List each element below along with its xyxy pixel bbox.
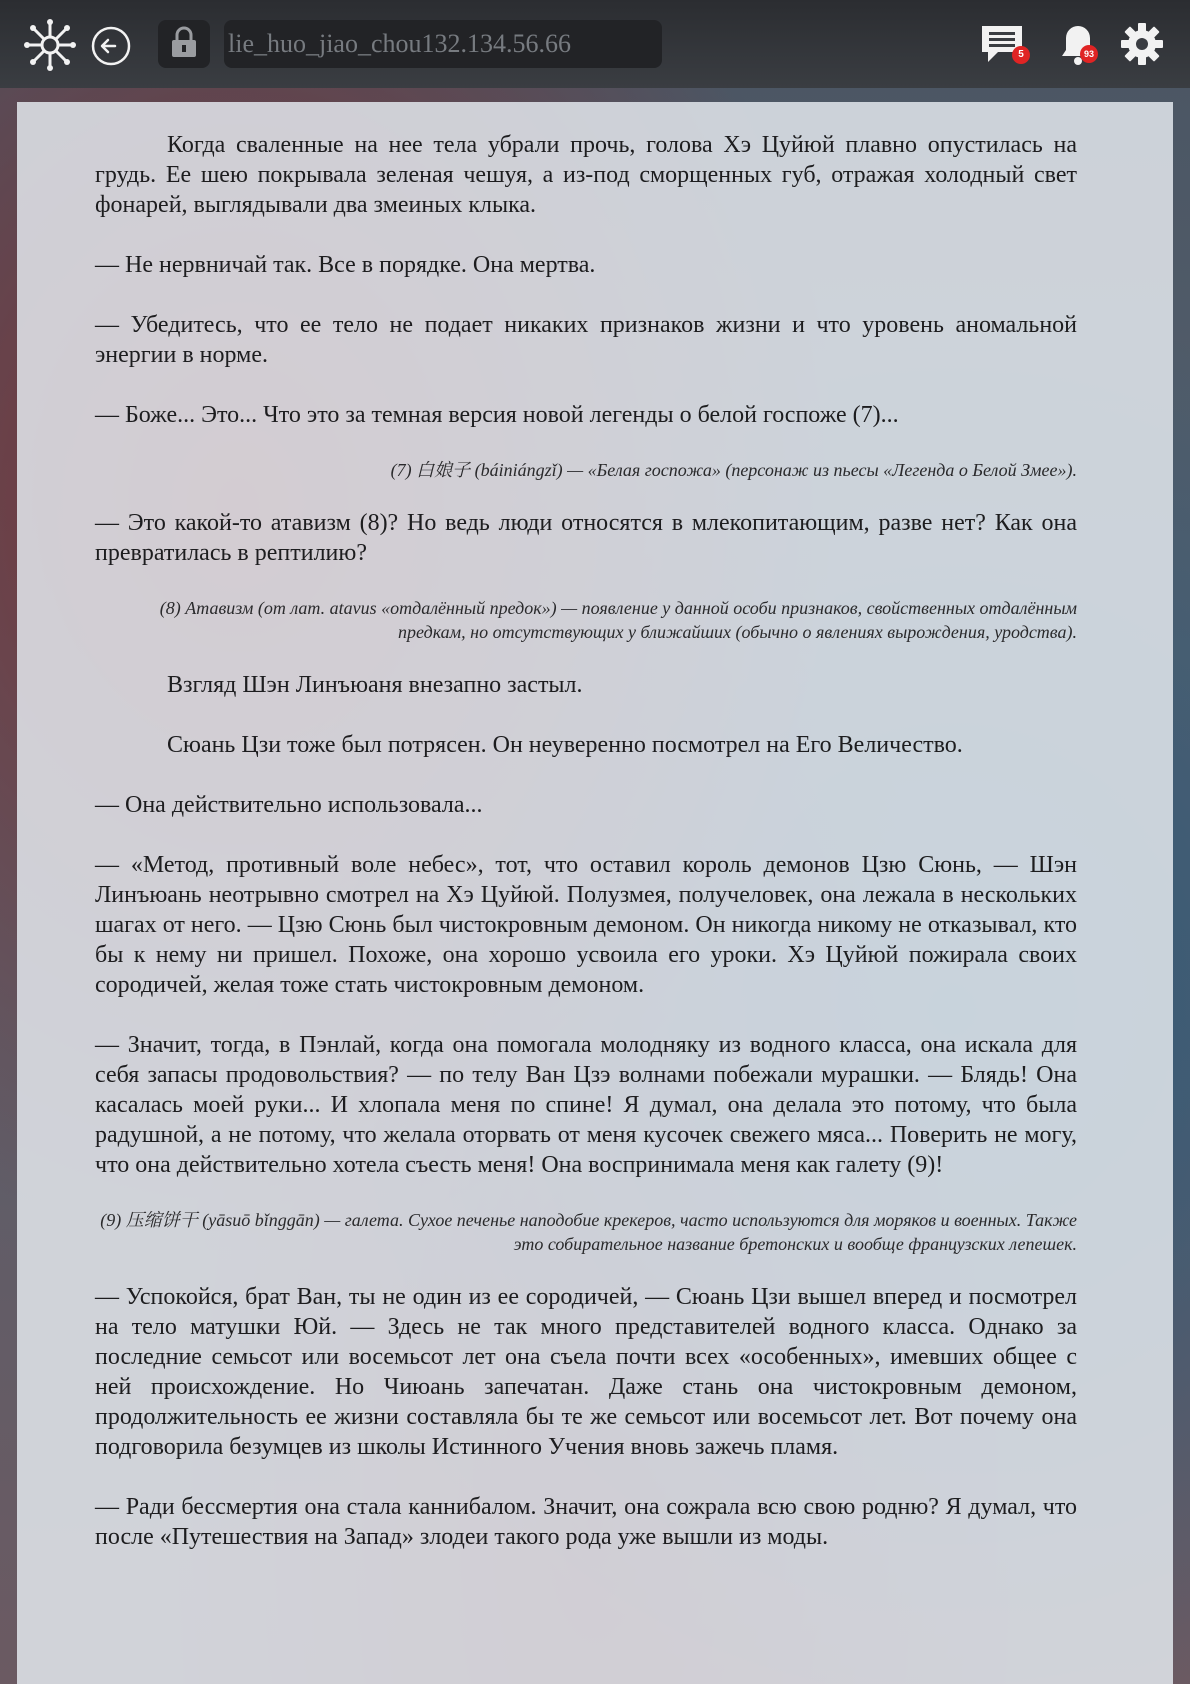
chapter-text	[95, 130, 1077, 1582]
paragraph: Когда сваленные на нее тела убрали прочь, голова Хэ Цуйюй плавно опустилась на грудь. Ее шею покрывала зеленая чешуя, а из-под сморщенных губ, отражая холодный свет фонарей, выглядывали два змеиных клыка.	[95, 132, 1077, 218]
paragraph: — Значит, тогда, в Пэнлай, когда она помогала молодняку из водного класса, она искала для себя запасы продовольствия? — по телу Ван Цзэ волнами побежали мурашки. — Блядь! Она касалась моей руки... И хлопала меня по спине! Я думал, она делала это потому, что была радушной, а не потому, что желала оторвать от меня кусочек свежего мяса... Поверить не могу, что она действительно хотела съесть меня! Она воспринимала меня как галету (9)!	[95, 1032, 1077, 1178]
paragraph: — Ради бессмертия она стала каннибалом. Значит, она сожрала всю свою родню? Я думал, что после «Путешествия на Запад» злодеи такого рода уже вышли из моды.	[95, 1494, 1077, 1550]
paragraph: — Не нервничай так. Все в порядке. Она мертва.	[95, 252, 596, 278]
footnote: (8) Атавизм (от лат. atavus «отдалённый предок») — появление у данной особи признаков, свойственных отдалённым предкам, но отсутствующих у ближайших (обычно о явлениях вырождения, уродства).	[159, 598, 1077, 642]
footnote: (9) 压缩饼干 (yāsuō bǐnggān) — галета. Сухое печенье наподобие крекеров, часто используются для моряков и военных. Также это собирательное название бретонских и вообще французских лепешек.	[100, 1210, 1077, 1254]
messages-badge: 5	[1012, 46, 1030, 64]
paragraph: Взгляд Шэн Линъюаня внезапно застыл.	[167, 672, 583, 698]
paragraph: — Боже... Это... Что это за темная версия новой легенды о белой госпоже (7)...	[95, 402, 899, 428]
paragraph: — Убедитесь, что ее тело не подает никаких признаков жизни и что уровень аномальной энергии в норме.	[95, 312, 1077, 368]
lock-button[interactable]	[158, 20, 210, 68]
gear-icon[interactable]	[1118, 20, 1166, 68]
paragraph: — Она действительно использовала...	[95, 792, 483, 818]
paragraph: — «Метод, противный воле небес», тот, что оставил король демонов Цзю Сюнь, — Шэн Линъюань неотрывно смотрел на Хэ Цуйюй. Полузмея, получеловек, она лежала в нескольких шагах от него. — Цзю Сюнь был чистокровным демоном. Он никогда никому не отказывал, кто бы к нему ни пришел. Похоже, она хорошо усвоила его уроки. Хэ Цуйюй пожирала своих сородичей, желая тоже стать чистокровным демоном.	[95, 852, 1077, 998]
network-hub-icon[interactable]	[22, 17, 78, 73]
reading-page	[17, 102, 1173, 1684]
top-bar	[0, 0, 1190, 88]
paragraph: — Успокойся, брат Ван, ты не один из ее сородичей, — Сюань Цзи вышел вперед и посмотрел на тело матушки Юй. — Здесь не так много представителей водного класса. Однако за последние семьсот или восемьсот лет она съела почти всех «особенных», имевших общее с ней происхождение. Но Чиюань запечатан. Даже стань она чистокровным демоном, продолжительность ее жизни составляла бы те же семьсот или восемьсот лет. Вот почему она подговорила безумцев из школы Истинного Учения вновь зажечь пламя.	[95, 1284, 1077, 1460]
back-arrow-icon[interactable]	[90, 25, 132, 67]
notifications-badge: 93	[1080, 45, 1098, 63]
paragraph: — Это какой-то атавизм (8)? Но ведь люди относятся в млекопитающим, разве нет? Как она превратилась в рептилию?	[95, 510, 1077, 566]
footnote: (7) 白娘子 (báiniángzǐ) — «Белая госпожа» (персонаж из пьесы «Легенда о Белой Змее»).	[390, 460, 1077, 480]
url-field[interactable]: lie_huo_jiao_chou132.134.56.66	[224, 20, 662, 68]
paragraph: Сюань Цзи тоже был потрясен. Он неуверенно посмотрел на Его Величество.	[167, 732, 963, 758]
lock-icon	[169, 25, 199, 64]
